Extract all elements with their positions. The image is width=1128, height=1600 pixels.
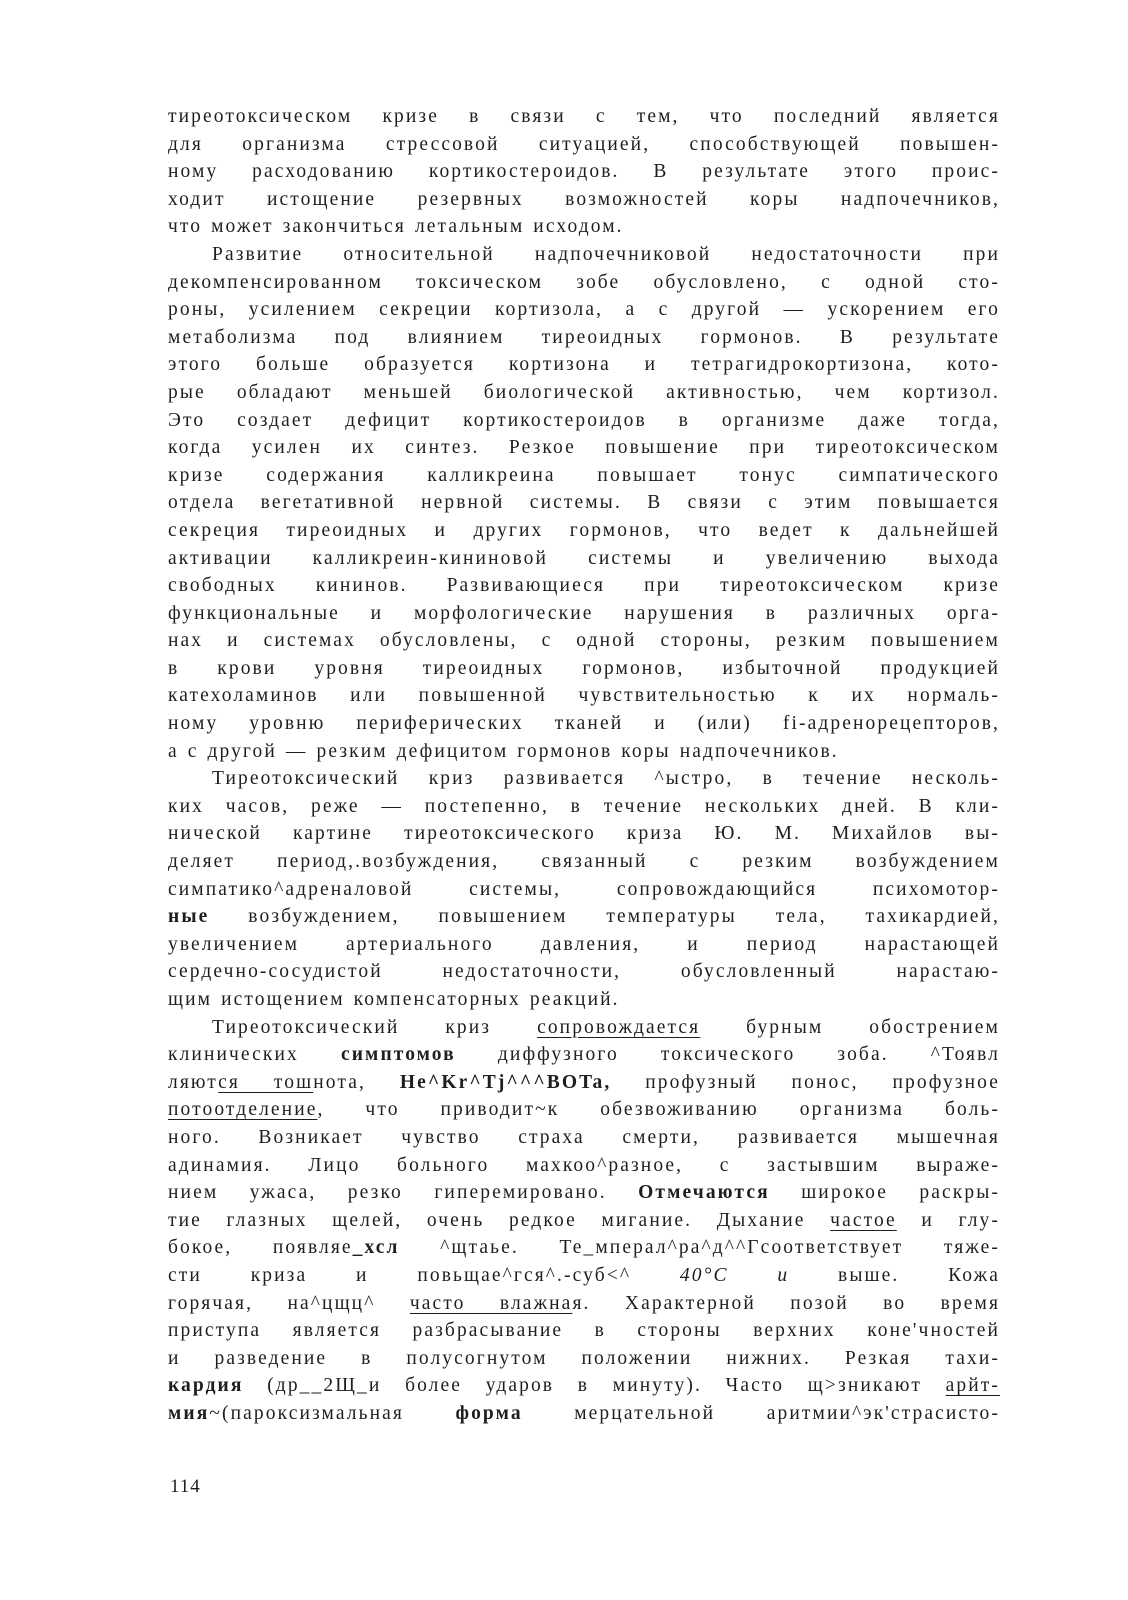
page-body-text [168, 103, 1000, 1428]
text-line [168, 627, 1000, 655]
underlined-text: потоотделение [168, 1099, 318, 1121]
bold-text: мия [168, 1402, 210, 1424]
text-line [168, 131, 1000, 159]
text-line [168, 682, 1000, 710]
text-line [168, 1096, 1000, 1124]
text-line [168, 600, 1000, 628]
bold-text: He^Kr^Tj^^^BOTa, [399, 1071, 612, 1093]
text-run: ному уровню периферических тканей и (или) fi-адренорецепторов, [168, 713, 1000, 735]
text-run: выше. Кожа [789, 1264, 1000, 1286]
page-number: 114 [170, 1476, 201, 1497]
text-run: (др__2Щ_и более ударов в минуту). Часто щ>зникают [243, 1375, 946, 1397]
text-line [168, 848, 1000, 876]
bold-text: _хсл [352, 1237, 400, 1259]
text-line [168, 269, 1000, 297]
text-line [168, 1014, 1000, 1042]
text-run: ходит истощение резервных возможностей коры надпочечников, [168, 188, 1000, 210]
text-run: для организма стрессовой ситуацией, способствующей повышен- [168, 133, 1000, 155]
text-run: нота, [313, 1071, 400, 1093]
text-line [168, 1152, 1000, 1180]
text-line [168, 1262, 1000, 1290]
text-line [168, 1400, 1000, 1428]
text-line [168, 1179, 1000, 1207]
text-run: мерцательной аритмии^эк'страсисто- [522, 1402, 1000, 1424]
text-run: свободных кининов. Развивающиеся при тиреотоксическом кризе [168, 575, 1000, 597]
text-run: а с другой — резким дефицитом гормонов коры надпочечников. [168, 740, 839, 762]
text-run: клинических [168, 1044, 341, 1066]
text-run: симпатико^адреналовой системы, сопровождающийся психомотор- [168, 878, 1000, 900]
text-line [168, 710, 1000, 738]
text-run: Это создает дефицит кортикостероидов в организме даже тогда, [168, 409, 1000, 431]
text-line [168, 158, 1000, 186]
text-run: секреция тиреоидных и других гормонов, что ведет к дальнейшей [168, 519, 1000, 541]
text-run: тие глазных щелей, очень редкое мигание. Дыхание [168, 1209, 831, 1231]
text-run: и глу- [896, 1209, 1000, 1231]
text-line [168, 876, 1000, 904]
text-run: профузный понос, профузное [611, 1071, 1000, 1093]
bold-text: кардия [168, 1375, 244, 1397]
text-line [168, 351, 1000, 379]
text-line [168, 434, 1000, 462]
text-run: роны, усилением секреции кортизола, а с другой — ускорением его [168, 299, 1000, 321]
text-run: что может закончиться летальным исходом. [168, 216, 624, 238]
text-line [168, 379, 1000, 407]
text-run: ному расходованию кортикостероидов. В результате этого проис- [168, 161, 1000, 183]
text-line [168, 765, 1000, 793]
underlined-text: сопровождается [537, 1016, 701, 1038]
text-run: приступа является разбрасывание в стороны верхних коне'чностей [168, 1320, 1000, 1342]
text-run: ного. Возникает чувство страха смерти, развивается мышечная [168, 1126, 1000, 1148]
text-line [168, 517, 1000, 545]
bold-text: симптомов [340, 1044, 456, 1066]
text-line [168, 958, 1000, 986]
text-line [168, 1124, 1000, 1152]
text-run: я. Характерной позой во время [572, 1292, 1000, 1314]
text-line [168, 407, 1000, 435]
text-run: метаболизма под влиянием тиреоидных гормонов. В результате [168, 326, 1000, 348]
text-line [168, 738, 1000, 766]
text-run: катехоламинов или повышенной чувствительностью к их нормаль- [168, 685, 1000, 707]
text-run: нической картине тиреотоксического криза Ю. М. Михайлов вы- [168, 823, 1000, 845]
italic-text: 40°С и [679, 1264, 790, 1286]
text-line [168, 655, 1000, 683]
text-run: тиреотоксическом кризе в связи с тем, что последний является [168, 106, 1000, 127]
text-run: когда усилен их синтез. Резкое повышение при тиреотоксическом [168, 437, 1000, 459]
text-run: Развитие относительной надпочечниковой недостаточности при [212, 243, 1000, 265]
bold-text: форма [455, 1402, 523, 1424]
text-run: и разведение в полусогнутом положении нижних. Резкая тахи- [168, 1347, 1000, 1369]
text-run: широкое раскры- [769, 1182, 1000, 1204]
text-line [168, 820, 1000, 848]
text-run: ких часов, реже — постепенно, в течение нескольких дней. В кли- [168, 795, 1000, 817]
text-run: рые обладают меньшей биологической активностью, чем кортизол. [168, 381, 1000, 403]
text-line [168, 986, 1000, 1014]
underlined-text: часто влажна [409, 1292, 573, 1314]
text-line [168, 1234, 1000, 1262]
underlined-text: частое [830, 1209, 897, 1231]
text-line [168, 1041, 1000, 1069]
text-run: ляют [168, 1071, 219, 1093]
text-line [168, 296, 1000, 324]
text-run: нах и системах обусловлены, с одной стороны, резким повышением [168, 630, 1000, 652]
text-run: диффузного токсического зоба. ^Тоявл [455, 1044, 1000, 1066]
text-run: щим истощением компенсаторных реакций. [168, 989, 620, 1010]
text-run: бокое, появляе [168, 1237, 353, 1259]
text-run: активации калликреин-кининовой системы и увеличению выхода [168, 547, 1000, 569]
text-run: декомпенсированном токсическом зобе обусловлено, с одной сто- [168, 271, 1000, 293]
text-run: нием ужаса, резко гиперемировано. [168, 1182, 639, 1204]
text-run: в крови уровня тиреоидных гормонов, избыточной продукцией [168, 657, 1000, 679]
bold-text: Отмечаются [638, 1182, 770, 1204]
text-run: Тиреотоксический криз развивается ^ыстро, в течение несколь- [212, 768, 1000, 790]
text-run: ^щтаье. Те_мперал^ра^д^^Гсоответствует тяже- [399, 1237, 1000, 1259]
text-run: деляет период,.возбуждения, связанный с резким возбуждением [168, 851, 1000, 873]
text-run: кризе содержания калликреина повышает тонус симпатического [168, 464, 1000, 486]
text-run: сти криза и повьщае^гся^.-суб<^ [168, 1264, 680, 1286]
text-line [168, 1345, 1000, 1373]
text-line [168, 572, 1000, 600]
text-line [168, 545, 1000, 573]
text-line [168, 186, 1000, 214]
text-run: возбуждением, повышением температуры тела, тахикардией, [209, 906, 1000, 928]
text-run: сердечно-сосудистой недостаточности, обусловленный нарастаю- [168, 961, 1000, 983]
bold-text: ные [168, 906, 210, 928]
text-run: функциональные и морфологические нарушения в различных орга- [168, 602, 1000, 624]
text-line [168, 793, 1000, 821]
text-line [168, 931, 1000, 959]
text-line [168, 213, 1000, 241]
text-run: отдела вегетативной нервной системы. В связи с этим повышается [168, 492, 1000, 514]
text-line [168, 1317, 1000, 1345]
text-line [168, 1207, 1000, 1235]
text-run: горячая, на^цщц^ [168, 1292, 410, 1314]
text-line [168, 241, 1000, 269]
text-run: адинамия. Лицо больного махкоо^разное, с застывшим выраже- [168, 1154, 1000, 1176]
underlined-text: арйт- [945, 1375, 1000, 1397]
text-line [168, 1372, 1000, 1400]
text-line [168, 903, 1000, 931]
text-line [168, 1290, 1000, 1318]
text-run: этого больше образуется кортизона и тетрагидрокортизона, кото- [168, 354, 1000, 376]
text-line [168, 103, 1000, 131]
text-line [168, 462, 1000, 490]
text-run: ~(пароксизмальная [209, 1402, 456, 1424]
text-run: Тиреотоксический криз [212, 1016, 538, 1038]
underlined-text: ся тош [218, 1071, 314, 1093]
text-run: увеличением артериального давления, и период нарастающей [168, 933, 1000, 955]
text-run: , что приводит~к обезвоживанию организма боль- [317, 1099, 1000, 1121]
text-line [168, 324, 1000, 352]
text-line [168, 1069, 1000, 1097]
text-line [168, 489, 1000, 517]
text-run: бурным обострением [700, 1016, 1000, 1038]
